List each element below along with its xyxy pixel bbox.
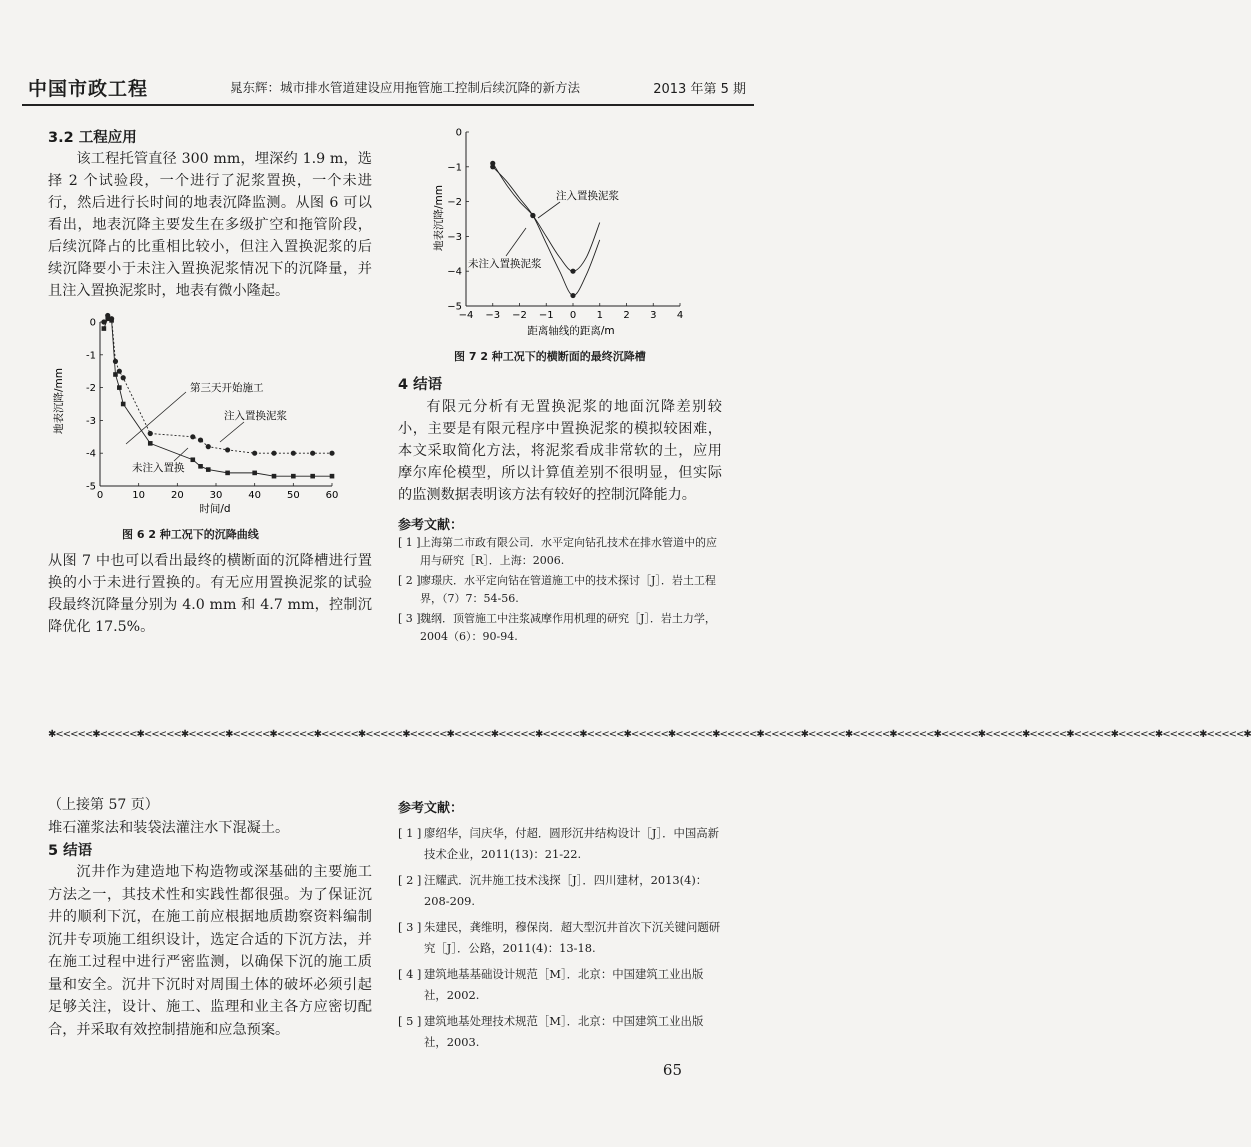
fig6-series-1-label: 注入置换泥浆: [224, 410, 287, 422]
reference-item: [398, 917, 724, 959]
header-rule: [22, 104, 754, 106]
data-point: [198, 464, 203, 469]
x-tick-label: 20: [170, 490, 184, 501]
data-point: [190, 434, 195, 439]
x-tick-label: −1: [538, 310, 554, 321]
reference-item: [398, 870, 724, 912]
reference-item: [398, 572, 722, 607]
fig6-chart: [48, 306, 372, 518]
y-tick-label: −5: [447, 301, 462, 313]
series-line-2: [104, 319, 332, 476]
data-point: [570, 269, 575, 274]
running-title: 晁东辉：城市排水管道建设应用拖管施工控制后续沉降的新方法: [230, 80, 581, 95]
x-tick-label: 4: [676, 310, 684, 321]
data-point: [225, 471, 230, 476]
x-tick-label: 40: [248, 490, 262, 501]
y-tick-label: -2: [86, 383, 96, 395]
x-tick-label: −2: [512, 310, 527, 321]
section-4-paragraph: 有限元分析有无置换泥浆的地面沉降差别较小，主要是有限元程序中置换泥浆的模拟较困难，本文采取简化方法，将泥浆看成非常软的土，应用摩尔库伦模型，所以计算值差别不很明显，但实际的监测数据表明该方法有较好的控制沉降能力。: [398, 399, 722, 503]
continuation-line: 堆石灌浆法和装袋法灌注水下混凝土。: [48, 820, 290, 836]
x-tick-label: 2: [623, 310, 630, 321]
data-point: [148, 441, 153, 446]
fig7-series-1-label: 注入置换泥浆: [556, 190, 619, 202]
reference-item: [398, 823, 724, 865]
x-tick-label: 30: [209, 490, 223, 501]
section-4-heading: 4 结语: [398, 377, 443, 393]
y-tick-label: −3: [447, 231, 462, 243]
x-tick-label: 1: [596, 310, 603, 321]
data-point: [198, 437, 203, 442]
y-tick-label: -1: [86, 350, 96, 362]
reference-number: [ 3 ]: [398, 920, 422, 934]
fig6-series-1-leader: [220, 422, 244, 442]
data-point: [252, 471, 257, 476]
reference-text: 建筑地基处理技术规范［M］．北京：中国建筑工业出版社，2003.: [424, 1014, 704, 1049]
x-tick-label: 60: [325, 490, 339, 501]
x-tick-label: 0: [96, 490, 104, 501]
y-tick-label: 0: [455, 127, 462, 139]
continuation-note: （上接第 57 页）: [48, 797, 159, 813]
reference-number: [ 1 ]: [398, 826, 422, 840]
data-point: [272, 474, 277, 479]
reference-number: [ 4 ]: [398, 967, 422, 981]
data-point: [121, 375, 126, 380]
page-header: [22, 74, 754, 100]
x-tick-label: 3: [650, 310, 657, 321]
reference-text: 廖绍华，闫庆华，付超．圆形沉井结构设计［J］．中国高新技术企业，2011(13)：21-22.: [424, 826, 720, 861]
fig7-series-1-leader: [538, 202, 560, 218]
data-point: [206, 444, 211, 449]
data-point: [102, 326, 107, 331]
data-point: [271, 451, 276, 456]
page-number: 65: [662, 1061, 682, 1079]
fig6-annotation-start-leader: [126, 392, 186, 444]
reference-text: 建筑地基基础设计规范［M］．北京：中国建筑工业出版社，2002.: [424, 967, 704, 1002]
fig6-series-2-label: 未注入置换: [132, 462, 185, 474]
fig6-annotation-start: 第三天开始施工: [190, 382, 264, 394]
x-tick-label: 0: [569, 310, 577, 321]
data-point: [329, 451, 334, 456]
y-tick-label: −4: [447, 266, 462, 278]
x-tick-label: 10: [132, 490, 146, 501]
y-tick-label: -4: [86, 448, 96, 460]
data-point: [291, 474, 296, 479]
data-point: [252, 451, 257, 456]
refs-top-list: [398, 534, 722, 648]
data-point: [330, 474, 335, 479]
reference-item: [398, 1011, 724, 1053]
reference-text: 汪耀武．沉井施工技术浅探［J］．四川建材，2013(4)：208-209.: [424, 873, 708, 908]
para-after-fig6: 从图 7 中也可以看出最终的横断面的沉降槽进行置换的小于未进行置换的。有无应用置换泥浆的试验段最终沉降量分别为 4.0 mm 和 4.7 mm，控制沉降优化 17.5%。: [48, 553, 372, 635]
reference-item: [398, 610, 722, 645]
data-point: [310, 474, 315, 479]
y-tick-label: 0: [89, 317, 96, 329]
reference-number: [ 2 ]: [398, 873, 422, 887]
fig7-xlabel: 距离轴线的距离/m: [527, 325, 615, 337]
refs-top-heading: 参考文献：: [398, 518, 464, 533]
data-point: [148, 431, 153, 436]
issue-label: 2013 年第 5 期: [653, 82, 746, 97]
y-tick-label: −2: [447, 197, 462, 209]
fig6-ylabel: 地表沉降/mm: [53, 368, 65, 434]
x-tick-label: −3: [485, 310, 501, 321]
reference-number: [ 1 ]: [398, 536, 421, 549]
fig7-series-2-label: 未注入置换泥浆: [468, 258, 542, 270]
section-3-2-heading: 3.2 工程应用: [48, 130, 137, 146]
fig6-caption: 图 6 2 种工况下的沉降曲线: [122, 528, 259, 541]
data-point: [113, 359, 118, 364]
refs-bottom-heading: 参考文献：: [398, 801, 464, 816]
fig7-caption: 图 7 2 种工况下的横断面的最终沉降槽: [454, 350, 646, 363]
y-tick-label: −1: [447, 162, 462, 174]
data-point: [109, 318, 114, 323]
x-tick-label: −4: [458, 310, 474, 321]
reference-item: [398, 964, 724, 1006]
reference-item: [398, 534, 722, 569]
section-5-paragraph: 沉井作为建造地下构造物或深基础的主要施工方法之一，其技术性和实践性都很强。为了保证沉井的顺利下沉，在施工前应根据地质勘察资料编制沉井专项施工组织设计，选定合适的下沉方法，并在施工过程中进行严密监测，以确保下沉的施工质量和安全。沉井下沉时对周围土体的破坏必须引起足够关注，设计、施工、监理和业主各方应密切配合，并采取有效控制措施和应急预案。: [48, 864, 372, 1038]
data-point: [490, 164, 495, 169]
series-line-1: [493, 163, 600, 271]
data-point: [113, 372, 118, 377]
reference-number: [ 3 ]: [398, 612, 421, 625]
data-point: [310, 451, 315, 456]
y-tick-label: -5: [86, 481, 96, 493]
section-3-2-paragraph: 该工程托管直径 300 mm，埋深约 1.9 m，选择 2 个试验段，一个进行了泥浆置换，一个未进行，然后进行长时间的地表沉降监测。从图 6 可以看出，地表沉降主要发生在多级扩空和拖管阶段，后续沉降占的比重相比较小，但注入置换泥浆的后续沉降要小于未注入置换泥浆情况下的沉降量，并且注入置换泥浆时，地表有微小隆起。: [48, 151, 372, 299]
reference-text: 魏纲．顶管施工中注浆减摩作用机理的研究［J］．岩土力学，2004（6）：90-94.: [420, 612, 716, 643]
article-divider: ✱<<<<<✱<<<<<✱<<<<<✱<<<<<✱<<<<<✱<<<<<✱<<<<<✱<<<<<✱<<<<<✱<<<<<✱<<<<<✱<<<<<✱<<<<<✱<<<<<✱<<<<<✱<<<<<✱<<<<<✱<<<<<✱<<<<<✱<<<<<✱<<<<<✱<<<<<✱<<<<<✱<<<<<✱<<<<<✱<<<<<✱<<<<<✱: [48, 729, 1251, 740]
y-tick-label: -3: [86, 415, 96, 427]
refs-bottom-list: [398, 823, 724, 1058]
data-point: [117, 385, 122, 390]
reference-number: [ 2 ]: [398, 574, 421, 587]
reference-text: 上海第二市政有限公司．水平定向钻孔技术在排水管道中的应用与研究［R］．上海：2006.: [420, 536, 717, 567]
fig6-series-2-leader: [174, 448, 188, 461]
data-point: [121, 402, 126, 407]
data-point: [225, 447, 230, 452]
fig7-chart: [418, 118, 722, 340]
data-point: [191, 457, 196, 462]
data-point: [206, 467, 211, 472]
x-tick-label: 50: [286, 490, 300, 501]
fig7-series-2-leader: [506, 228, 526, 256]
data-point: [291, 451, 296, 456]
data-point: [530, 213, 535, 218]
reference-number: [ 5 ]: [398, 1014, 422, 1028]
reference-text: 朱建民，龚维明，穆保岗．超大型沉井首次下沉关键问题研究［J］．公路，2011(4)：13-18.: [424, 920, 721, 955]
fig7-ylabel: 地表沉降/mm: [433, 185, 445, 251]
data-point: [570, 293, 575, 298]
journal-logo: 中国市政工程: [28, 78, 149, 100]
section-5-heading: 5 结语: [48, 843, 93, 859]
reference-text: 廖璟庆．水平定向钻在管道施工中的技术探讨［J］．岩土工程界，（7）7：54-56.: [420, 574, 716, 605]
series-line-2: [493, 167, 600, 296]
fig6-xlabel: 时间/d: [199, 503, 231, 515]
